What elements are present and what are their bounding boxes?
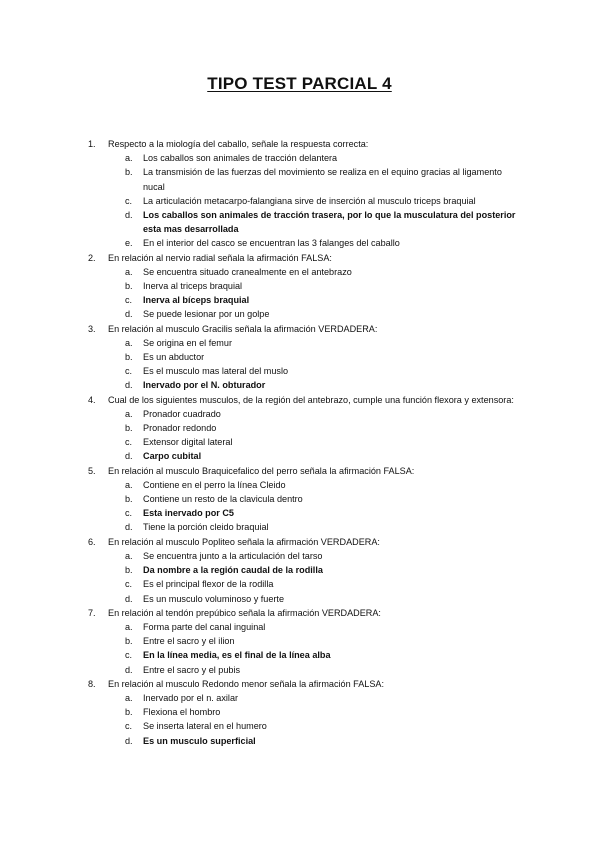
question-line bbox=[88, 606, 518, 620]
option-letter: d. bbox=[125, 593, 133, 604]
option-text: Los caballos son animales de tracción delantera bbox=[143, 153, 338, 164]
answer-option bbox=[88, 663, 518, 677]
answer-option bbox=[88, 151, 518, 165]
question-number: 6. bbox=[88, 536, 96, 547]
question-number: 7. bbox=[88, 607, 96, 618]
option-letter: c. bbox=[125, 195, 133, 206]
option-letter: b. bbox=[125, 707, 133, 718]
option-letter: c. bbox=[125, 579, 133, 590]
answer-option bbox=[88, 691, 518, 705]
answer-option-correct bbox=[88, 506, 518, 520]
answer-option bbox=[88, 165, 518, 193]
option-text: Da nombre a la región caudal de la rodilla bbox=[143, 565, 323, 576]
option-text: Contiene un resto de la clavicula dentro bbox=[143, 494, 303, 505]
option-text: Es el musculo mas lateral del muslo bbox=[143, 366, 289, 377]
question-item bbox=[88, 535, 518, 606]
question-item bbox=[88, 251, 518, 322]
answer-option bbox=[88, 634, 518, 648]
option-letter: d. bbox=[125, 309, 133, 320]
answer-option bbox=[88, 350, 518, 364]
question-item bbox=[88, 606, 518, 677]
answer-option bbox=[88, 265, 518, 279]
option-letter: d. bbox=[125, 664, 133, 675]
option-text: Entre el sacro y el ilion bbox=[143, 636, 235, 647]
option-text: Inerva al triceps braquial bbox=[143, 281, 243, 292]
option-letter: d. bbox=[125, 735, 133, 746]
answer-option bbox=[88, 307, 518, 321]
option-text: Tiene la porción cleido braquial bbox=[143, 522, 269, 533]
option-letter: a. bbox=[125, 266, 133, 277]
option-text: Esta inervado por C5 bbox=[143, 508, 234, 519]
answer-option-correct bbox=[88, 208, 518, 236]
option-text: Carpo cubital bbox=[143, 451, 202, 462]
question-number: 1. bbox=[88, 139, 96, 149]
option-text: Contiene en el perro la línea Cleido bbox=[143, 479, 286, 490]
option-letter: b. bbox=[125, 636, 133, 647]
answer-option bbox=[88, 194, 518, 208]
option-letter: c. bbox=[125, 721, 133, 732]
option-text: Inervado por el n. axilar bbox=[143, 692, 239, 703]
answer-option bbox=[88, 719, 518, 733]
option-text: Forma parte del canal inguinal bbox=[143, 621, 266, 632]
option-text: Es un musculo voluminoso y fuerte bbox=[143, 593, 285, 604]
question-text: En relación al musculo Braquicefalico del perro señala la afirmación FALSA: bbox=[108, 465, 415, 476]
option-text: Es un abductor bbox=[143, 352, 205, 363]
option-text: Es el principal flexor de la rodilla bbox=[143, 579, 274, 590]
question-line bbox=[88, 251, 518, 265]
option-letter: b. bbox=[125, 281, 133, 292]
option-letter: b. bbox=[125, 494, 133, 505]
question-number: 8. bbox=[88, 678, 96, 689]
option-letter: a. bbox=[125, 337, 133, 348]
answer-option bbox=[88, 549, 518, 563]
answer-option bbox=[88, 364, 518, 378]
question-text: En relación al musculo Gracilis señala la afirmación VERDADERA: bbox=[108, 323, 378, 334]
option-letter: d. bbox=[125, 451, 133, 462]
option-letter: d. bbox=[125, 380, 133, 391]
option-letter: d. bbox=[125, 210, 133, 221]
option-text: Inerva al bíceps braquial bbox=[143, 295, 250, 306]
option-text: Pronador cuadrado bbox=[143, 408, 221, 419]
question-item bbox=[88, 464, 518, 535]
question-line bbox=[88, 137, 518, 151]
question-line bbox=[88, 393, 518, 407]
question-item bbox=[88, 137, 518, 251]
answer-option-correct bbox=[88, 648, 518, 662]
option-letter: a. bbox=[125, 550, 133, 561]
answer-option bbox=[88, 592, 518, 606]
option-letter: a. bbox=[125, 408, 133, 419]
answer-option bbox=[88, 478, 518, 492]
question-line bbox=[88, 322, 518, 336]
option-letter: b. bbox=[125, 423, 133, 434]
answer-option bbox=[88, 279, 518, 293]
option-letter: b. bbox=[125, 167, 133, 178]
option-text: Entre el sacro y el pubis bbox=[143, 664, 241, 675]
answer-option-correct bbox=[88, 734, 518, 748]
question-line bbox=[88, 677, 518, 691]
option-text: Es un musculo superficial bbox=[143, 735, 256, 746]
question-number: 4. bbox=[88, 394, 96, 405]
question-text: En relación al musculo Popliteo señala la afirmación VERDADERA: bbox=[108, 536, 380, 547]
answer-option bbox=[88, 336, 518, 350]
option-text: Se inserta lateral en el humero bbox=[143, 721, 267, 732]
page-title: TIPO TEST PARCIAL 4 bbox=[207, 74, 392, 93]
question-number: 5. bbox=[88, 465, 96, 476]
option-text: La articulación metacarpo-falangiana sirve de inserción al musculo triceps braquial bbox=[143, 195, 476, 206]
option-text: Inervado por el N. obturador bbox=[143, 380, 266, 391]
option-letter: a. bbox=[125, 621, 133, 632]
option-letter: c. bbox=[125, 650, 133, 661]
answer-option-correct bbox=[88, 378, 518, 392]
option-text: Pronador redondo bbox=[143, 423, 217, 434]
option-letter: c. bbox=[125, 295, 133, 306]
option-text: Los caballos son animales de tracción trasera, por lo que la musculatura del posterior esta mas desarrollada bbox=[143, 210, 516, 235]
option-text: Flexiona el hombro bbox=[143, 707, 221, 718]
option-letter: b. bbox=[125, 565, 133, 576]
option-text: En el interior del casco se encuentran las 3 falanges del caballo bbox=[143, 238, 400, 249]
option-letter: c. bbox=[125, 437, 133, 448]
answer-option-correct bbox=[88, 563, 518, 577]
answer-option bbox=[88, 577, 518, 591]
answer-option bbox=[88, 421, 518, 435]
answer-option-correct bbox=[88, 293, 518, 307]
question-line bbox=[88, 535, 518, 549]
option-letter: a. bbox=[125, 153, 133, 164]
question-text: En relación al musculo Redondo menor señala la afirmación FALSA: bbox=[108, 678, 384, 689]
option-text: Extensor digital lateral bbox=[143, 437, 233, 448]
option-text: Se puede lesionar por un golpe bbox=[143, 309, 270, 320]
answer-option bbox=[88, 520, 518, 534]
question-number: 2. bbox=[88, 252, 96, 263]
question-number: 3. bbox=[88, 323, 96, 334]
question-text: Respecto a la miología del caballo, señale la respuesta correcta: bbox=[108, 139, 369, 149]
option-text: Se encuentra junto a la articulación del tarso bbox=[143, 550, 323, 561]
option-letter: a. bbox=[125, 692, 133, 703]
option-letter: c. bbox=[125, 508, 133, 519]
question-text: En relación al nervio radial señala la afirmación FALSA: bbox=[108, 252, 332, 263]
question-text: En relación al tendón prepúbico señala la afirmación VERDADERA: bbox=[108, 607, 381, 618]
question-item bbox=[88, 677, 518, 748]
question-list bbox=[88, 137, 518, 748]
answer-option-correct bbox=[88, 449, 518, 463]
option-text: La transmisión de las fuerzas del movimiento se realiza en el equino gracias al ligamento nucal bbox=[143, 167, 502, 192]
option-letter: d. bbox=[125, 522, 133, 533]
answer-option bbox=[88, 407, 518, 421]
option-text: Se origina en el femur bbox=[143, 337, 232, 348]
answer-option bbox=[88, 620, 518, 634]
question-item bbox=[88, 393, 518, 464]
question-text: Cual de los siguientes musculos, de la región del antebrazo, cumple una función flexora y extensora: bbox=[108, 394, 514, 405]
answer-option bbox=[88, 236, 518, 250]
option-letter: c. bbox=[125, 366, 133, 377]
question-line bbox=[88, 464, 518, 478]
question-item bbox=[88, 322, 518, 393]
option-letter: a. bbox=[125, 479, 133, 490]
option-letter: b. bbox=[125, 352, 133, 363]
option-text: Se encuentra situado cranealmente en el antebrazo bbox=[143, 266, 352, 277]
answer-option bbox=[88, 435, 518, 449]
option-text: En la línea media, es el final de la línea alba bbox=[143, 650, 331, 661]
answer-option bbox=[88, 705, 518, 719]
option-letter: e. bbox=[125, 238, 133, 249]
answer-option bbox=[88, 492, 518, 506]
